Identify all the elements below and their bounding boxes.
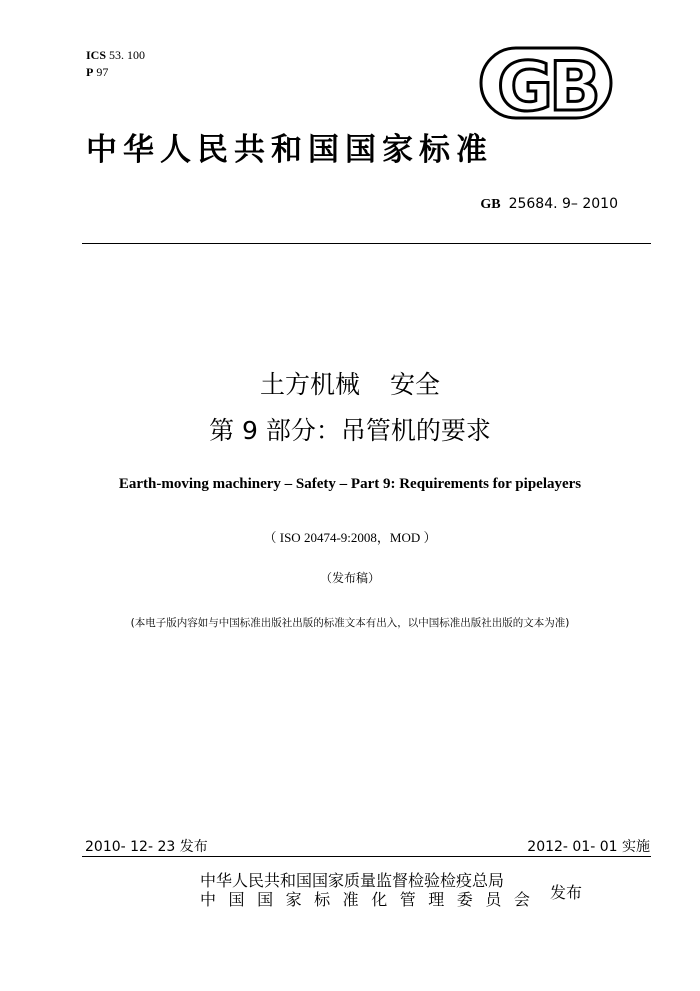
issuer-char: 国 [257,890,274,909]
top-divider [82,243,651,244]
p-label: P [86,65,94,79]
bottom-divider [82,856,651,857]
ics-label: ICS [86,48,107,62]
issuer-char: 家 [285,890,302,909]
issuer-char: 会 [513,890,530,909]
classification-codes [86,47,145,81]
issuer-char: 管 [399,890,416,909]
standard-number-prefix: GB [480,197,501,212]
issuer-char: 化 [371,890,388,909]
issuer-char: 国 [228,890,245,909]
standard-number [480,196,618,213]
draft-label: （发布稿） [319,571,380,585]
standard-category-title: 中华人民共和国国家标准 [86,132,493,168]
issuer-char: 中 [200,890,217,909]
title-cn-line1 [0,367,700,403]
issuer-char: 标 [314,890,331,909]
p-value: 97 [96,65,109,79]
issuer-line1: 中华人民共和国国家质量监督检验检疫总局 [200,871,505,890]
ics-code [86,47,145,64]
issuer-char: 理 [428,890,445,909]
title-cn-part-b: 安全 [390,370,441,399]
title-cn-line2: 第 9 部分：吊管机的要求 [209,416,491,445]
issuer-line2 [200,890,530,910]
gb-logo-text: GB [497,48,597,122]
issuer-char: 委 [456,890,473,909]
implementation-date: 2012- 01- 01 实施 [527,839,650,855]
issue-date: 2010- 12- 23 发布 [85,839,208,855]
issuer-char: 员 [485,890,502,909]
edition-note: (本电子版内容如与中国标准出版社出版的标准文本有出入，以中国标准出版社出版的文本为准) [130,617,570,629]
p-code [86,64,145,81]
gb-logo [478,44,616,122]
iso-reference: （ ISO 20474-9:2008，MOD ） [263,530,437,545]
title-en: Earth-moving machinery – Safety – Part 9: Requirements for pipelayers [118,476,582,492]
issued-label: 发布 [550,883,583,902]
standard-number-value: 25684. 9– 2010 [508,196,618,212]
ics-value: 53. 100 [109,48,146,62]
title-cn-part-a: 土方机械 [259,370,360,399]
issuer-char: 准 [342,890,359,909]
